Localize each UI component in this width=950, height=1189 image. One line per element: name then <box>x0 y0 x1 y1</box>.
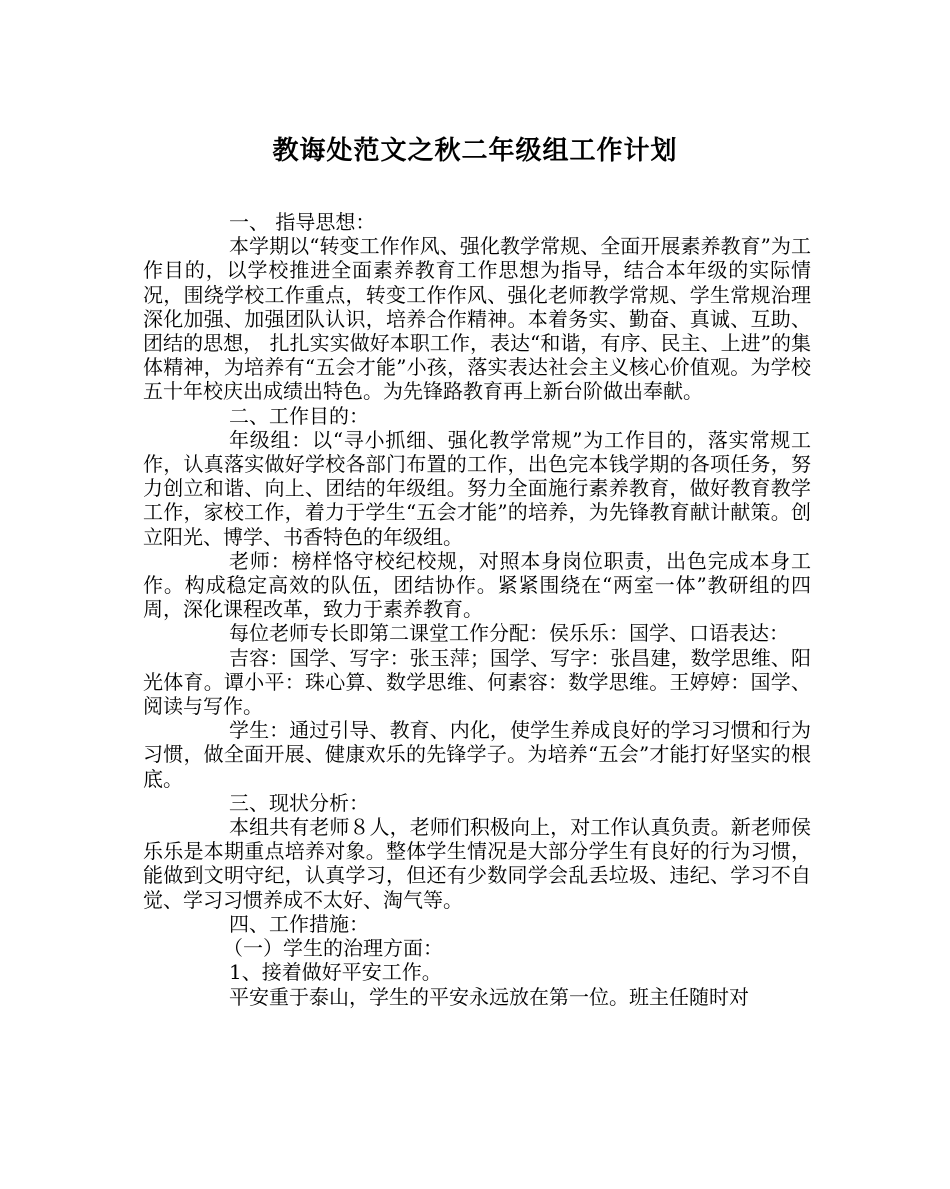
heading-work-measures: 四、工作措施： <box>229 911 369 936</box>
paragraph-guiding-ideology: 本学期以“转变工作作风、强化教学常规、全面开展素养教育”为工作目的，以学校推进全面素养教育工作思想为指导，结合本年级的实际情况，围绕学校工作重点，转变工作作风、强化老师教学常规、学生常规治理深化加强、加强团队认识，培养合作精神。本着务实、勤奋、真诚、互助、团结的思想， 扎扎实实做好本职工作，表达“和谐，有序、民主、上进”的集体精神，为培养有“五会才能”小孩，落实表达社会主义核心价值观。为学校五十年校庆出成绩出特色。为先锋路教育再上新台阶做出奉献。 <box>143 234 811 404</box>
paragraph-current-situation: 本组共有老师８人，老师们积极向上，对工作认真负责。新老师侯乐乐是本期重点培养对象。整体学生情况是大部分学生有良好的行为习惯，能做到文明守纪，认真学习，但还有少数同学会乱丢垃圾、违纪、学习不自觉、学习习惯养成不太好、淘气等。 <box>143 815 811 912</box>
paragraph-students: 学生：通过引导、教育、内化，使学生养成良好的学习习惯和行为习惯，做全面开展、健康欢乐的先锋学子。为培养“五会”才能打好坚实的根底。 <box>143 718 811 791</box>
heading-current-situation: 三、现状分析： <box>229 790 369 815</box>
paragraph-grade-group: 年级组：以“寻小抓细、强化教学常规”为工作目的，落实常规工作，认真落实做好学校各部门布置的工作，出色完本钱学期的各项任务，努力创立和谐、向上、团结的年级组。努力全面施行素养教育，做好教育教学工作，家校工作，着力于学生“五会才能”的培养，为先锋教育献计献策。创立阳光、博学、书香特色的年级组。 <box>143 427 811 549</box>
heading-work-goals: 二、工作目的： <box>229 403 369 428</box>
paragraph-safety: 平安重于泰山，学生的平安永远放在第一位。班主任随时对 <box>229 984 749 1009</box>
document-body <box>143 210 811 1009</box>
heading-safety-work: 1、接着做好平安工作。 <box>229 960 442 985</box>
heading-guiding-ideology: 一、 指导思想： <box>229 210 376 234</box>
heading-student-management: （一）学生的治理方面： <box>223 936 443 961</box>
paragraph-teachers: 老师：榜样恪守校纪校规，对照本身岗位职责，出色完成本身工作。构成稳定高效的队伍，团结协作。紧紧围绕在“两室一体”教研组的四周，深化课程改革，致力于素养教育。 <box>143 548 811 622</box>
document-title: 教诲处范文之秋二年级组工作计划 <box>272 136 678 166</box>
paragraph-teacher-assignments: 每位老师专长即第二课堂工作分配：侯乐乐：国学、口语表达： <box>229 621 789 646</box>
paragraph-assignments-continued: 吉容：国学、写字：张玉萍；国学、写字：张昌建，数学思维、阳光体育。谭小平：珠心算、数学思维、何素容：数学思维。王婷婷：国学、阅读与写作。 <box>143 645 811 719</box>
